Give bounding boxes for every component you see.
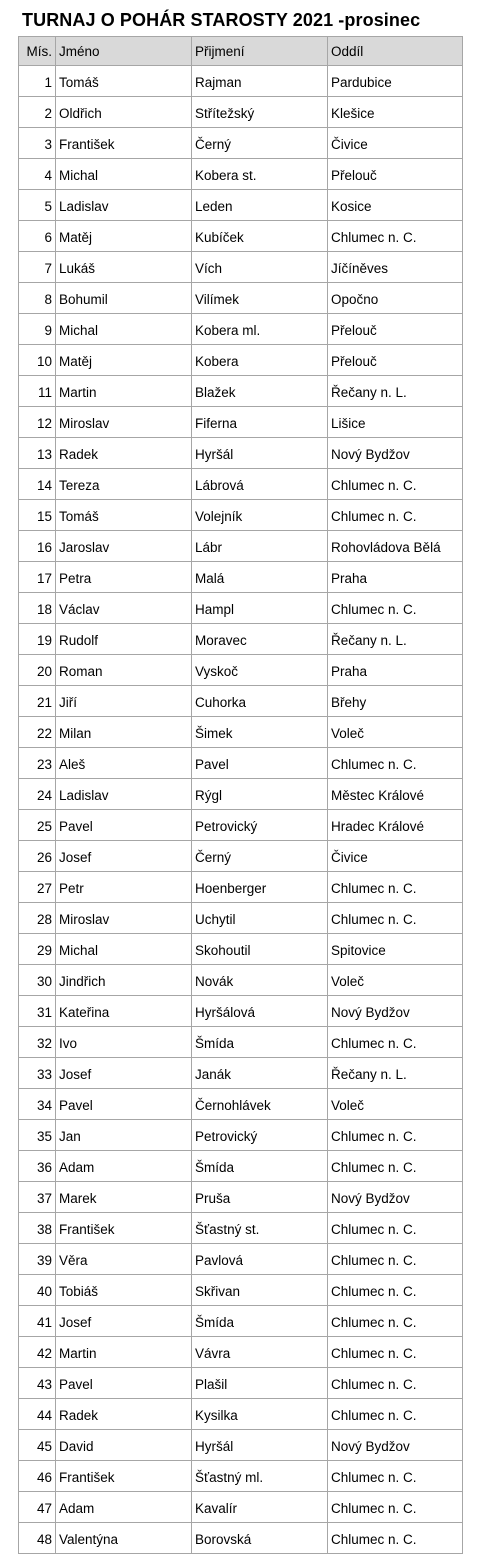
first-name-cell: Václav (56, 593, 192, 624)
first-name-cell: Michal (56, 934, 192, 965)
last-name-cell: Vávra (192, 1337, 328, 1368)
club-cell: Hradec Králové (328, 810, 463, 841)
club-cell: Čivice (328, 841, 463, 872)
first-name-cell: Valentýna (56, 1523, 192, 1554)
position-cell: 35 (19, 1120, 56, 1151)
club-cell: Voleč (328, 965, 463, 996)
club-cell: Jíčíněves (328, 252, 463, 283)
table-row (19, 1368, 463, 1399)
last-name-cell: Petrovický (192, 1120, 328, 1151)
position-cell: 13 (19, 438, 56, 469)
table-row (19, 1461, 463, 1492)
position-cell: 23 (19, 748, 56, 779)
table-row (19, 1399, 463, 1430)
position-cell: 19 (19, 624, 56, 655)
first-name-cell: Michal (56, 314, 192, 345)
club-cell: Řečany n. L. (328, 624, 463, 655)
position-cell: 8 (19, 283, 56, 314)
table-row (19, 996, 463, 1027)
last-name-cell: Černohlávek (192, 1089, 328, 1120)
last-name-cell: Plašil (192, 1368, 328, 1399)
first-name-cell: Marek (56, 1182, 192, 1213)
last-name-cell: Černý (192, 841, 328, 872)
first-name-cell: Josef (56, 1058, 192, 1089)
table-row (19, 128, 463, 159)
table-row (19, 1058, 463, 1089)
club-cell: Chlumec n. C. (328, 1492, 463, 1523)
header-row (19, 37, 463, 66)
position-cell: 21 (19, 686, 56, 717)
first-name-cell: Jaroslav (56, 531, 192, 562)
last-name-cell: Hoenberger (192, 872, 328, 903)
club-cell: Řečany n. L. (328, 1058, 463, 1089)
position-cell: 15 (19, 500, 56, 531)
table-row (19, 1430, 463, 1461)
last-name-cell: Šimek (192, 717, 328, 748)
first-name-cell: Radek (56, 438, 192, 469)
position-cell: 33 (19, 1058, 56, 1089)
table-row (19, 686, 463, 717)
position-cell: 36 (19, 1151, 56, 1182)
table-row (19, 562, 463, 593)
club-cell: Nový Bydžov (328, 1182, 463, 1213)
table-row (19, 903, 463, 934)
position-cell: 1 (19, 66, 56, 97)
club-cell: Přelouč (328, 345, 463, 376)
club-cell: Chlumec n. C. (328, 1275, 463, 1306)
club-cell: Nový Bydžov (328, 438, 463, 469)
position-cell: 41 (19, 1306, 56, 1337)
club-cell: Chlumec n. C. (328, 593, 463, 624)
club-cell: Voleč (328, 717, 463, 748)
table-row (19, 1182, 463, 1213)
first-name-cell: Jan (56, 1120, 192, 1151)
table-row (19, 965, 463, 996)
first-name-cell: Bohumil (56, 283, 192, 314)
position-cell: 45 (19, 1430, 56, 1461)
position-cell: 28 (19, 903, 56, 934)
table-row (19, 1120, 463, 1151)
first-name-cell: David (56, 1430, 192, 1461)
last-name-cell: Černý (192, 128, 328, 159)
position-cell: 30 (19, 965, 56, 996)
first-name-cell: Aleš (56, 748, 192, 779)
first-name-cell: Josef (56, 1306, 192, 1337)
table-row (19, 624, 463, 655)
first-name-cell: Roman (56, 655, 192, 686)
position-cell: 24 (19, 779, 56, 810)
table-row (19, 469, 463, 500)
position-cell: 10 (19, 345, 56, 376)
last-name-cell: Pavlová (192, 1244, 328, 1275)
table-row (19, 1275, 463, 1306)
last-name-cell: Šmída (192, 1027, 328, 1058)
position-cell: 20 (19, 655, 56, 686)
first-name-cell: Adam (56, 1492, 192, 1523)
table-row (19, 810, 463, 841)
position-cell: 43 (19, 1368, 56, 1399)
last-name-cell: Volejník (192, 500, 328, 531)
table-row (19, 221, 463, 252)
club-cell: Chlumec n. C. (328, 1337, 463, 1368)
club-cell: Chlumec n. C. (328, 903, 463, 934)
last-name-cell: Šmída (192, 1306, 328, 1337)
first-name-cell: Radek (56, 1399, 192, 1430)
first-name-cell: Tomáš (56, 500, 192, 531)
table-row (19, 934, 463, 965)
table-row (19, 252, 463, 283)
club-cell: Břehy (328, 686, 463, 717)
club-cell: Chlumec n. C. (328, 469, 463, 500)
last-name-cell: Vích (192, 252, 328, 283)
table-row (19, 1337, 463, 1368)
last-name-cell: Malá (192, 562, 328, 593)
page-title: TURNAJ O POHÁR STAROSTY 2021 -prosinec (22, 10, 421, 30)
club-cell: Rohovládova Bělá (328, 531, 463, 562)
first-name-cell: Tomáš (56, 66, 192, 97)
last-name-cell: Skohoutil (192, 934, 328, 965)
position-cell: 12 (19, 407, 56, 438)
last-name-cell: Kobera st. (192, 159, 328, 190)
position-cell: 27 (19, 872, 56, 903)
last-name-cell: Šťastný ml. (192, 1461, 328, 1492)
first-name-cell: Rudolf (56, 624, 192, 655)
table-row (19, 438, 463, 469)
position-cell: 39 (19, 1244, 56, 1275)
last-name-cell: Kubíček (192, 221, 328, 252)
table-row (19, 314, 463, 345)
table-row (19, 283, 463, 314)
club-cell: Přelouč (328, 314, 463, 345)
last-name-cell: Janák (192, 1058, 328, 1089)
club-cell: Opočno (328, 283, 463, 314)
position-cell: 6 (19, 221, 56, 252)
club-cell: Řečany n. L. (328, 376, 463, 407)
position-cell: 14 (19, 469, 56, 500)
first-name-cell: Ladislav (56, 190, 192, 221)
position-cell: 16 (19, 531, 56, 562)
last-name-cell: Pruša (192, 1182, 328, 1213)
last-name-cell: Střítežský (192, 97, 328, 128)
last-name-cell: Leden (192, 190, 328, 221)
table-row (19, 66, 463, 97)
header-position: Mís. (19, 37, 56, 66)
position-cell: 17 (19, 562, 56, 593)
first-name-cell: Martin (56, 376, 192, 407)
position-cell: 9 (19, 314, 56, 345)
club-cell: Městec Králové (328, 779, 463, 810)
club-cell: Chlumec n. C. (328, 500, 463, 531)
first-name-cell: Tereza (56, 469, 192, 500)
first-name-cell: Tobiáš (56, 1275, 192, 1306)
last-name-cell: Kobera ml. (192, 314, 328, 345)
club-cell: Nový Bydžov (328, 996, 463, 1027)
table-row (19, 376, 463, 407)
last-name-cell: Pavel (192, 748, 328, 779)
position-cell: 44 (19, 1399, 56, 1430)
last-name-cell: Vilímek (192, 283, 328, 314)
first-name-cell: Pavel (56, 1368, 192, 1399)
table-row (19, 159, 463, 190)
club-cell: Spitovice (328, 934, 463, 965)
table-row (19, 1492, 463, 1523)
first-name-cell: František (56, 1213, 192, 1244)
first-name-cell: Kateřina (56, 996, 192, 1027)
position-cell: 2 (19, 97, 56, 128)
last-name-cell: Kavalír (192, 1492, 328, 1523)
table-row (19, 1523, 463, 1554)
table-row (19, 97, 463, 128)
last-name-cell: Novák (192, 965, 328, 996)
first-name-cell: Petr (56, 872, 192, 903)
last-name-cell: Fiferna (192, 407, 328, 438)
position-cell: 3 (19, 128, 56, 159)
club-cell: Lišice (328, 407, 463, 438)
club-cell: Kosice (328, 190, 463, 221)
club-cell: Klešice (328, 97, 463, 128)
last-name-cell: Kysilka (192, 1399, 328, 1430)
last-name-cell: Blažek (192, 376, 328, 407)
table-row (19, 779, 463, 810)
last-name-cell: Šmída (192, 1151, 328, 1182)
club-cell: Chlumec n. C. (328, 1027, 463, 1058)
first-name-cell: Pavel (56, 1089, 192, 1120)
position-cell: 47 (19, 1492, 56, 1523)
position-cell: 32 (19, 1027, 56, 1058)
first-name-cell: Adam (56, 1151, 192, 1182)
last-name-cell: Uchytil (192, 903, 328, 934)
first-name-cell: Josef (56, 841, 192, 872)
last-name-cell: Kobera (192, 345, 328, 376)
last-name-cell: Cuhorka (192, 686, 328, 717)
position-cell: 38 (19, 1213, 56, 1244)
club-cell: Praha (328, 655, 463, 686)
last-name-cell: Petrovický (192, 810, 328, 841)
position-cell: 18 (19, 593, 56, 624)
last-name-cell: Vyskoč (192, 655, 328, 686)
club-cell: Čivice (328, 128, 463, 159)
position-cell: 25 (19, 810, 56, 841)
last-name-cell: Moravec (192, 624, 328, 655)
first-name-cell: Miroslav (56, 407, 192, 438)
club-cell: Chlumec n. C. (328, 748, 463, 779)
table-row (19, 748, 463, 779)
table-row (19, 1151, 463, 1182)
club-cell: Chlumec n. C. (328, 1151, 463, 1182)
first-name-cell: Martin (56, 1337, 192, 1368)
position-cell: 29 (19, 934, 56, 965)
table-row (19, 1089, 463, 1120)
position-cell: 31 (19, 996, 56, 1027)
results-table (18, 36, 463, 1554)
first-name-cell: Michal (56, 159, 192, 190)
position-cell: 42 (19, 1337, 56, 1368)
first-name-cell: Matěj (56, 221, 192, 252)
header-first-name: Jméno (56, 37, 192, 66)
position-cell: 7 (19, 252, 56, 283)
position-cell: 34 (19, 1089, 56, 1120)
position-cell: 22 (19, 717, 56, 748)
header-last-name: Přijmení (192, 37, 328, 66)
club-cell: Nový Bydžov (328, 1430, 463, 1461)
first-name-cell: Ladislav (56, 779, 192, 810)
table-row (19, 841, 463, 872)
first-name-cell: František (56, 1461, 192, 1492)
last-name-cell: Skřivan (192, 1275, 328, 1306)
table-row (19, 593, 463, 624)
club-cell: Chlumec n. C. (328, 1368, 463, 1399)
first-name-cell: Matěj (56, 345, 192, 376)
last-name-cell: Borovská (192, 1523, 328, 1554)
club-cell: Chlumec n. C. (328, 1306, 463, 1337)
table-row (19, 717, 463, 748)
first-name-cell: Ivo (56, 1027, 192, 1058)
first-name-cell: Lukáš (56, 252, 192, 283)
position-cell: 4 (19, 159, 56, 190)
last-name-cell: Rajman (192, 66, 328, 97)
first-name-cell: Věra (56, 1244, 192, 1275)
table-row (19, 872, 463, 903)
last-name-cell: Hyršál (192, 1430, 328, 1461)
first-name-cell: Oldřich (56, 97, 192, 128)
first-name-cell: Jiří (56, 686, 192, 717)
last-name-cell: Lábrová (192, 469, 328, 500)
club-cell: Pardubice (328, 66, 463, 97)
club-cell: Chlumec n. C. (328, 1399, 463, 1430)
table-row (19, 1027, 463, 1058)
club-cell: Chlumec n. C. (328, 221, 463, 252)
position-cell: 40 (19, 1275, 56, 1306)
club-cell: Přelouč (328, 159, 463, 190)
first-name-cell: František (56, 128, 192, 159)
table-row (19, 345, 463, 376)
table-body (19, 66, 463, 1554)
first-name-cell: Milan (56, 717, 192, 748)
club-cell: Chlumec n. C. (328, 1523, 463, 1554)
table-row (19, 1213, 463, 1244)
first-name-cell: Miroslav (56, 903, 192, 934)
club-cell: Voleč (328, 1089, 463, 1120)
position-cell: 11 (19, 376, 56, 407)
position-cell: 46 (19, 1461, 56, 1492)
position-cell: 37 (19, 1182, 56, 1213)
last-name-cell: Hampl (192, 593, 328, 624)
first-name-cell: Pavel (56, 810, 192, 841)
last-name-cell: Rýgl (192, 779, 328, 810)
table-row (19, 531, 463, 562)
first-name-cell: Petra (56, 562, 192, 593)
club-cell: Praha (328, 562, 463, 593)
club-cell: Chlumec n. C. (328, 1461, 463, 1492)
last-name-cell: Šťastný st. (192, 1213, 328, 1244)
table-row (19, 1306, 463, 1337)
last-name-cell: Hyršál (192, 438, 328, 469)
position-cell: 26 (19, 841, 56, 872)
table-row (19, 655, 463, 686)
club-cell: Chlumec n. C. (328, 1120, 463, 1151)
club-cell: Chlumec n. C. (328, 1244, 463, 1275)
last-name-cell: Lábr (192, 531, 328, 562)
last-name-cell: Hyršálová (192, 996, 328, 1027)
position-cell: 48 (19, 1523, 56, 1554)
position-cell: 5 (19, 190, 56, 221)
table-row (19, 190, 463, 221)
table-row (19, 1244, 463, 1275)
club-cell: Chlumec n. C. (328, 1213, 463, 1244)
table-row (19, 500, 463, 531)
header-club: Oddíl (328, 37, 463, 66)
club-cell: Chlumec n. C. (328, 872, 463, 903)
first-name-cell: Jindřich (56, 965, 192, 996)
table-row (19, 407, 463, 438)
